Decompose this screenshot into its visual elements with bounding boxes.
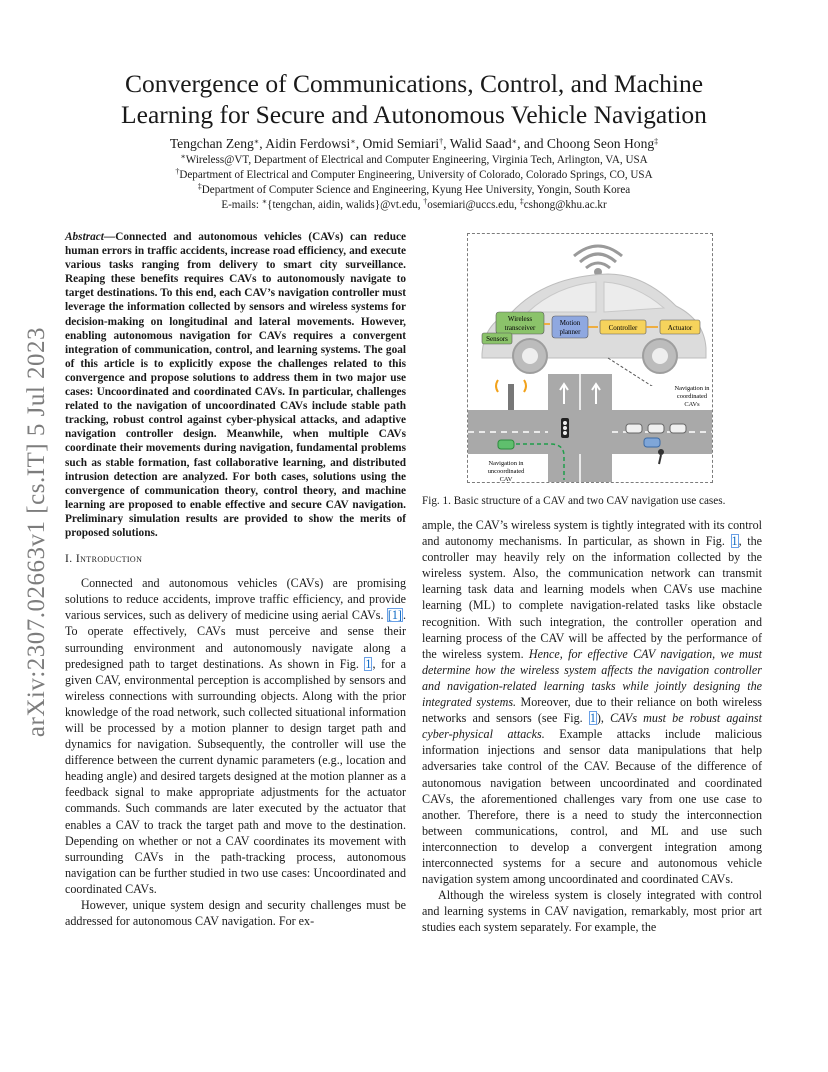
figure-1 xyxy=(467,233,713,483)
figure-1-caption: Fig. 1. Basic structure of a CAV and two CAV navigation use cases. xyxy=(422,495,726,507)
intro-paragraph-2: However, unique system design and security challenges must be addressed for autonomous CAV navigation. For ex- xyxy=(65,898,406,929)
title-line-1: Convergence of Communications, Control, and Machine xyxy=(124,69,704,98)
text-run: Example attacks include malicious information injections and sensor data manipulations that help adversaries take control of the CAV. Because of the difference of autonomous navigation between uncoordinated and coordinated CAVs, the aforementioned challenges vary from one use case to another. Therefore, there is a need to study the interconnection between communications, control, and ML and use such interconnection to develop a convergent integration among interconnected systems for a secure and autonomous vehicle navigation system among uncoordinated and coordinated CAVs. xyxy=(422,727,762,887)
arxiv-identifier-text: arXiv:2307.02663v1 [cs.IT] 5 Jul 2023 xyxy=(23,326,50,738)
wireless-label-line1: Wireless xyxy=(507,315,533,323)
text-run: Connected and autonomous vehicles (CAVs) are promising solutions to reduce accidents, improve traffic efficiency, and provide various services, such as delivery of medicine using aerial CAVs. xyxy=(65,576,406,623)
author: Tengchan Zeng xyxy=(169,136,254,151)
email-mark: ∗ xyxy=(261,197,268,206)
author-mark: ∗ xyxy=(511,137,518,146)
figure-link[interactable]: 1 xyxy=(589,711,596,726)
paper-title xyxy=(60,68,768,130)
email[interactable]: {tengchan, aidin, walids}@vt.edu, xyxy=(267,199,424,211)
author-separator: , xyxy=(443,136,450,151)
affiliation-text: Wireless@VT, Department of Electrical and Computer Engineering, Virginia Tech, Arlington, VA, USA xyxy=(185,154,648,166)
traffic-light-icon xyxy=(561,418,569,438)
right-column xyxy=(422,517,762,935)
affiliation xyxy=(60,183,768,198)
left-column xyxy=(65,230,406,929)
author-mark: ‡ xyxy=(654,137,659,146)
motion-label-line1: Motion xyxy=(559,319,581,327)
wireless-label-line2: transceiver xyxy=(504,324,536,332)
title-line-2: Learning for Secure and Autonomous Vehicle Navigation xyxy=(121,100,707,129)
author: Aidin Ferdowsi xyxy=(265,136,351,151)
nav-coord-label-line1: Navigation in xyxy=(674,385,710,392)
author-mark: ∗ xyxy=(253,137,260,146)
intro-paragraph-3 xyxy=(422,517,762,887)
affiliation-mark: ∗ xyxy=(180,152,186,161)
nav-uncoord-label-line1: Navigation in xyxy=(488,460,524,467)
text-run: ), xyxy=(596,711,611,726)
author-list xyxy=(60,135,768,152)
figure-1-illustration xyxy=(468,234,712,482)
email-prefix: E-mails: xyxy=(221,199,262,211)
email-mark: ‡ xyxy=(519,197,524,206)
author-mark: † xyxy=(439,137,444,146)
abstract-text: Connected and autonomous vehicles (CAVs) can reduce human errors in traffic accidents, increase road efficiency, and execute various tasks ranging from delivery to smart city surveillance. Reaping these benefits requires CAVs to autonomously navigate to target destinations. To this end, each CAV’s navigation controller must leverage the information collected by sensors and wireless systems for decision-making on longitudinal and lateral movements. However, enabling autonomous navigation for CAVs requires a convergent integration of communication, control, and learning systems. The goal of this article is to explicitly expose the challenges related to this convergence and propose solutions to address them in two major use cases: Uncoordinated and coordinated CAVs. In particular, challenges related to the navigation of uncoordinated CAVs include stable path tracking, robust control against cyber-physical attacks, and adaptive navigation controller design. Meanwhile, when multiple CAVs coordinate their movements during navigation, fundamental problems such as stable formation, fast collaborative learning, and distributed intrusion detection are analyzed. For both cases, solutions using the convergence of communication theory, control theory, and machine learning are proposed to enable effective and secure CAV navigation. Preliminary simulation results are provided to show the merits of proposed solutions. xyxy=(65,231,406,539)
text-run: , the controller may heavily rely on the information collected by the wireless system. Also, the communication network can transmit learning task data and learning models when CAVs use machine learning (ML) to complete navigation-related tasks like obstacle recognition. With such integration, the controller operation and learning process of the CAV will be affected by the performance of the wireless system. xyxy=(422,534,762,661)
author: Omid Semiari xyxy=(362,136,440,151)
email-line xyxy=(60,198,768,213)
text-run: ample, the CAV’s wireless system is tightly integrated with its control and autonomy mechanisms. In particular, as shown in Fig. xyxy=(422,518,762,549)
author-separator: , xyxy=(355,136,363,151)
text-run: Moreover, due to their reliance on both wireless networks and sensors (see Fig. xyxy=(422,695,762,726)
intro-paragraph-1 xyxy=(65,575,406,897)
nav-uncoord-label-line3: CAV xyxy=(499,476,513,482)
author-separator: , xyxy=(259,136,266,151)
text-run: . To operate effectively, CAVs must perceive and sense their surrounding environment and autonomously navigate along a predesigned path to target destinations. As shown in Fig. xyxy=(65,608,406,671)
section-heading-introduction: I. Introduction xyxy=(65,552,143,566)
author: Walid Saad xyxy=(449,136,512,151)
affiliation-list xyxy=(60,153,768,213)
arxiv-identifier xyxy=(22,312,52,752)
citation-link[interactable]: [1] xyxy=(387,608,402,623)
figure-link[interactable]: 1 xyxy=(365,656,372,671)
actuator-label: Actuator xyxy=(667,324,693,332)
affiliation-mark: ‡ xyxy=(197,182,202,191)
author-mark: ∗ xyxy=(350,137,356,146)
nav-uncoord-label-line2: uncoordinated xyxy=(487,468,525,475)
email-mark: † xyxy=(423,197,428,206)
author-separator: , and xyxy=(517,136,547,151)
abstract-label: Abstract xyxy=(65,231,104,243)
abstract-dash: — xyxy=(103,231,116,243)
intro-paragraph-4: Although the wireless system is closely integrated with control and learning systems in CAV navigation, remarkably, most prior art studies each system separately. For example, the xyxy=(422,888,762,935)
motion-label-line2: planner xyxy=(559,328,581,336)
nav-coord-label-line3: CAVs xyxy=(684,401,700,408)
wifi-signal-icon xyxy=(574,246,622,268)
nav-coord-label-line2: coordinated xyxy=(676,393,708,400)
figure-link[interactable]: 1 xyxy=(731,534,738,549)
abstract xyxy=(65,230,406,540)
affiliation-text: Department of Computer Science and Engineering, Kyung Hee University, Yongin, South Korea xyxy=(201,184,631,196)
affiliation xyxy=(60,168,768,183)
emphasized-text: Hence, for effective CAV navigation, we must determine how the wireless system affects the navigation controller and navigation-related learning tasks while jointly designing the integrated systems. xyxy=(422,646,763,710)
author: Choong Seon Hong xyxy=(546,136,655,151)
email[interactable]: cshong@khu.ac.kr xyxy=(523,199,607,211)
emphasized-text: CAVs must be robust against cyber-physical attacks. xyxy=(422,711,762,742)
affiliation xyxy=(60,153,768,168)
affiliation-mark: † xyxy=(175,167,180,176)
controller-label: Controller xyxy=(608,324,638,332)
email[interactable]: osemiari@uccs.edu, xyxy=(427,199,520,211)
affiliation-text: Department of Electrical and Computer Engineering, University of Colorado, Colorado Springs, CO, USA xyxy=(179,169,653,181)
text-run: , for a given CAV, environmental perception is accomplished by sensors and wireless connections with surrounding objects. Along with the prior knowledge of the road network, such collected situational information will be processed by a motion planner to design target path and dynamics for navigation. Subsequently, the controller will use the difference between the current dynamic parameters (e.g., location and heading angle) and desired targets designed at the motion planner as a feedback signal to make appropriate adjustments for the actuator commands. Such commands are later executed by the actuator that enables a CAV to track the target path and move to the destination. Depending on whether or not a CAV coordinates its movement with surrounding CAVs in the path-tracking process, autonomous navigation can be further studied in two use cases: Uncoordinated and coordinated CAVs. xyxy=(65,656,406,896)
sensors-label: Sensors xyxy=(486,335,508,343)
uncoordinated-cav xyxy=(498,440,514,449)
